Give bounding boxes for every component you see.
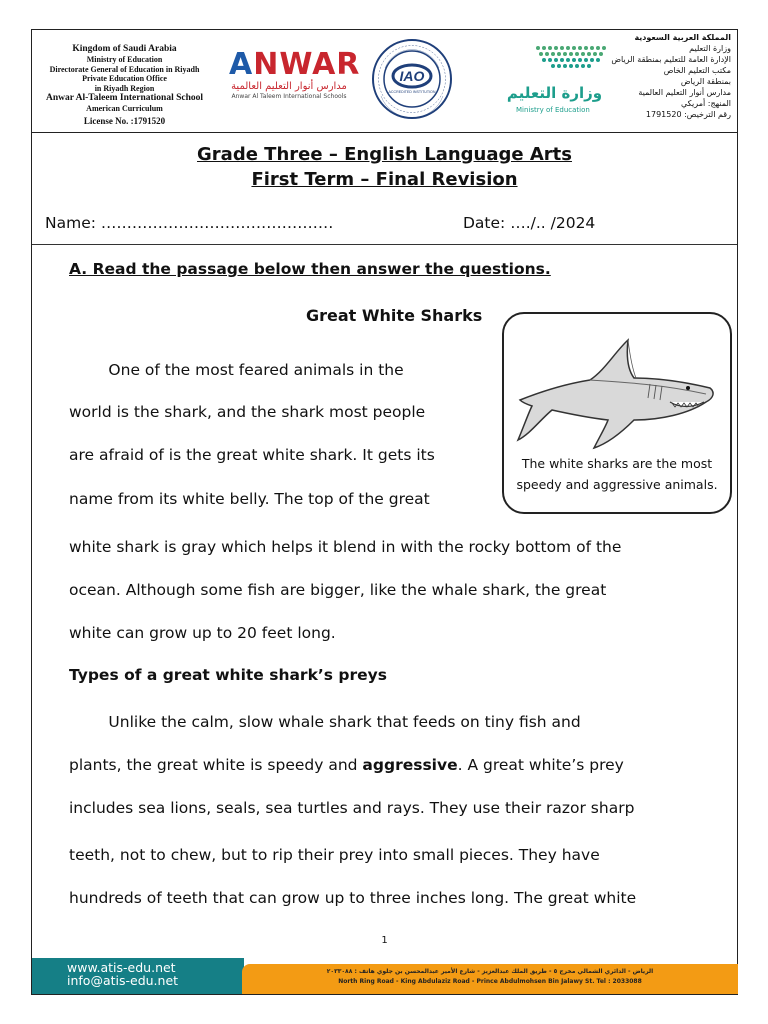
passage-line: ocean. Although some fish are bigger, like the whale shark, the great <box>69 581 607 599</box>
letterhead-line: in Riyadh Region <box>94 83 155 93</box>
letterhead-line: رقم الترخيص: 1791520 <box>645 110 731 119</box>
caption-line: speedy and aggressive animals. <box>516 477 718 492</box>
footer-address-arabic: الرياض - الدائري الشمالي مخرج ٥ - طريق الملك عبدالعزيز - شارع الأمير عبدالمحسن بن جلوي هاتف : ٢٠٣٣٠٨٨ <box>326 968 654 975</box>
footer-contact <box>32 958 244 994</box>
passage-title: Great White Sharks <box>306 306 483 325</box>
passage-line: are afraid of is the great white shark. It gets its <box>69 446 435 464</box>
letterhead-arabic-block <box>571 32 731 120</box>
footer-address-english: North Ring Road - King Abdulaziz Road - Prince Abdulmohsen Bin Jalawy St. Tel : 2033088 <box>338 978 642 985</box>
shark-image-frame <box>502 312 732 514</box>
section-a-heading: A. Read the passage below then answer the questions. <box>69 260 551 278</box>
passage-line: world is the shark, and the shark most people <box>69 403 426 421</box>
letterhead-line: Private Education Office <box>82 74 167 83</box>
letterhead-english-block <box>32 44 217 126</box>
date-field[interactable]: Date: …./.. /2024 <box>463 214 596 232</box>
page-footer <box>32 958 737 994</box>
page-title <box>32 142 737 192</box>
license-number: License No. :1791520 <box>83 115 166 126</box>
letterhead-line: Anwar Al-Taleem International School <box>45 93 204 103</box>
anwar-logo <box>229 47 361 101</box>
image-caption <box>504 453 730 495</box>
letterhead-line: المنهج: أمريكي <box>680 99 731 108</box>
passage-line: hundreds of teeth that can grow up to three inches long. The great white <box>69 889 637 907</box>
iao-accreditation-seal <box>371 38 453 120</box>
caption-line: The white sharks are the most <box>521 456 713 471</box>
footer-address <box>242 964 738 994</box>
passage-text: . A great white’s prey <box>457 756 624 774</box>
moe-logo-english: Ministry of Education <box>516 106 590 114</box>
anwar-logo-english: Anwar Al Taleem International Schools <box>231 93 347 100</box>
passage-line <box>69 754 624 776</box>
passage-line: teeth, not to chew, but to rip their prey into small pieces. They have <box>69 846 600 864</box>
passage-text: plants, the great white is speedy and <box>69 756 363 774</box>
passage-line: Unlike the calm, slow whale shark that feeds on tiny fish and <box>69 713 581 731</box>
footer-email-link[interactable]: info@atis-edu.net <box>67 973 179 988</box>
anwar-logo-arabic: مدارس أنوار التعليم العالمية <box>231 81 347 92</box>
letterhead-line: بمنطقة الرياض <box>680 77 731 86</box>
letterhead-line: وزارة التعليم <box>689 44 731 53</box>
passage-line: white shark is gray which helps it blend in with the rocky bottom of the <box>69 538 622 556</box>
letterhead-line: Ministry of Education <box>86 55 163 64</box>
iao-seal-text: IAO <box>399 68 425 84</box>
letterhead-line: American Curriculum <box>86 104 163 113</box>
title-line-1: Grade Three – English Language Arts <box>197 144 572 165</box>
divider <box>32 244 737 245</box>
footer-website-link[interactable]: www.atis-edu.net <box>67 960 176 975</box>
moe-logo-arabic: وزارة التعليم <box>506 84 603 102</box>
page-number: 1 <box>381 935 388 946</box>
anwar-logo-wordmark: ANWAR <box>229 47 361 82</box>
iao-seal-inner-text: ACCREDITED INSTITUTION <box>388 90 436 94</box>
passage-line: white can grow up to 20 feet long. <box>69 624 336 642</box>
document-page <box>31 29 738 995</box>
letterhead <box>32 30 737 133</box>
letterhead-line: مدارس أنوار التعليم العالمية <box>638 88 731 97</box>
passage-line: name from its white belly. The top of the great <box>69 490 430 508</box>
passage-line: One of the most feared animals in the <box>69 361 404 379</box>
passage-line: includes sea lions, seals, sea turtles and rays. They use their razor sharp <box>69 799 635 817</box>
bold-vocabulary-word: aggressive <box>362 756 458 774</box>
title-line-2: First Term – Final Revision <box>251 169 518 190</box>
letterhead-line: مكتب التعليم الخاص <box>663 66 731 75</box>
letterhead-line: المملكة العربية السعودية <box>634 33 731 42</box>
great-white-shark-illustration <box>510 322 724 452</box>
letterhead-line: Kingdom of Saudi Arabia <box>72 44 177 54</box>
letterhead-line: Directorate General of Education in Riyadh <box>49 64 200 74</box>
name-field[interactable]: Name: ……………………………………… <box>45 214 334 232</box>
subheading: Types of a great white shark’s preys <box>69 666 387 684</box>
letterhead-line: الإدارة العامة للتعليم بمنطقة الرياض <box>611 55 731 64</box>
